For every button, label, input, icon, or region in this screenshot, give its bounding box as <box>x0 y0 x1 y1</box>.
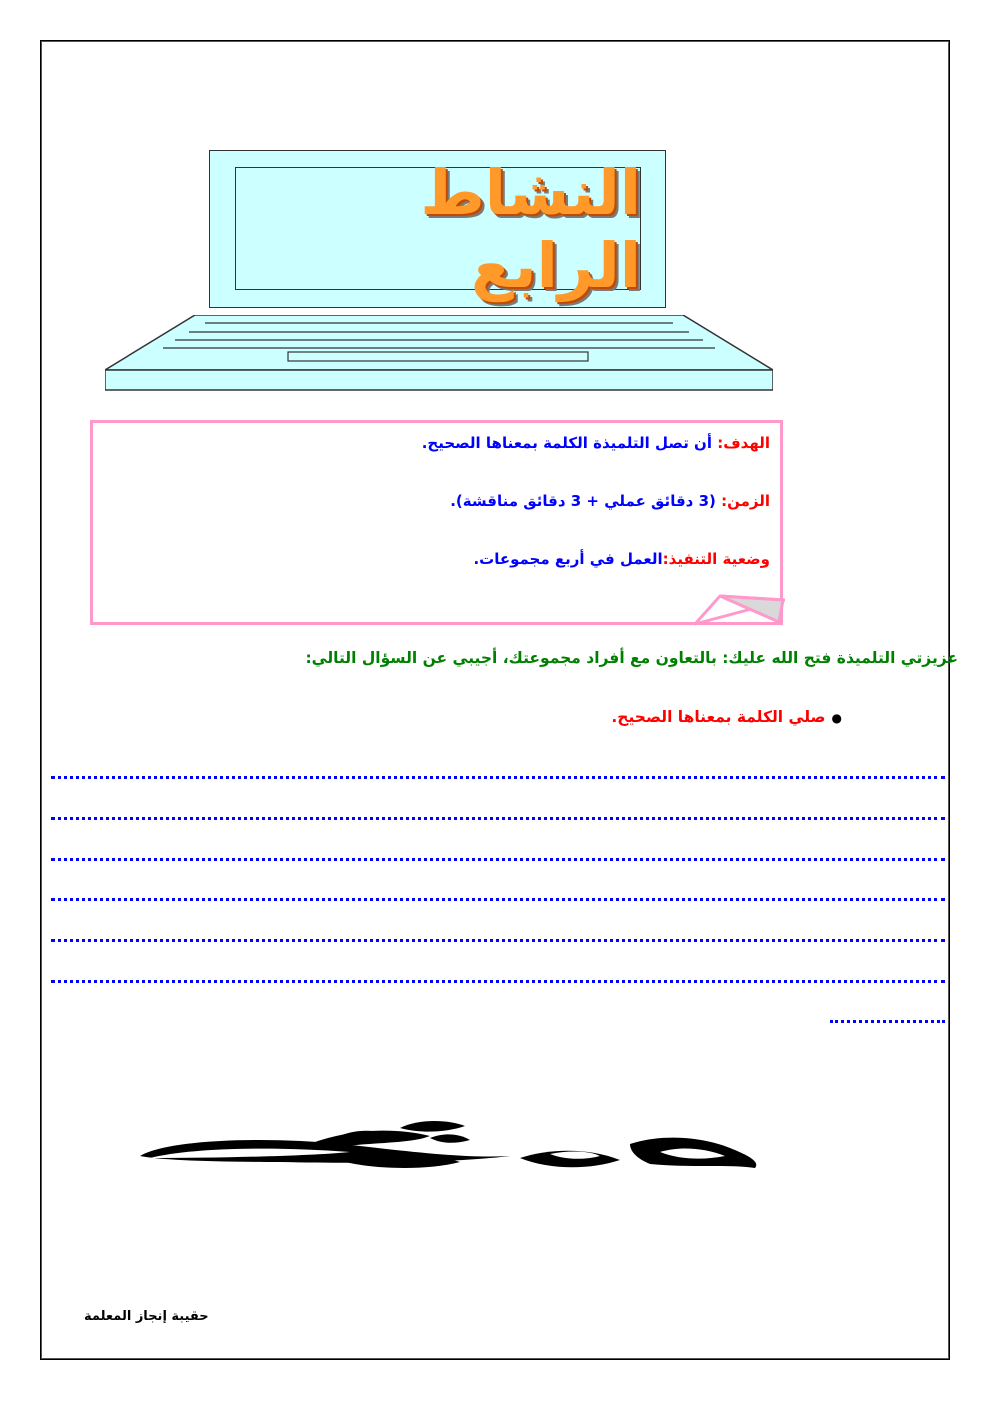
instruction-text: عزيزتي التلميذة فتح الله عليك: بالتعاون مع أفراد مجموعتك، أجيبي عن السؤال التالي: <box>305 649 958 667</box>
setup-label: وضعية التنفيذ: <box>662 550 770 568</box>
page-fold-corner <box>695 590 785 627</box>
goal-label: الهدف: <box>717 434 770 452</box>
setup-text: العمل في أربع مجموعات. <box>473 550 663 568</box>
activity-title: النشاط الرابع <box>420 155 641 302</box>
answer-line <box>51 776 945 779</box>
task-item <box>611 708 842 726</box>
answer-line <box>51 898 945 901</box>
time-line <box>450 492 770 510</box>
task-text: صلي الكلمة بمعناها الصحيح. <box>611 708 826 726</box>
goal-line <box>422 434 770 452</box>
answer-line-short <box>830 1020 945 1023</box>
answer-line <box>51 939 945 942</box>
time-label: الزمن: <box>721 492 770 510</box>
bullet-icon: ● <box>831 711 842 725</box>
footer-text: حقيبة إنجاز المعلمة <box>84 1309 209 1324</box>
answer-line <box>51 858 945 861</box>
answer-line <box>51 980 945 983</box>
answer-line <box>51 817 945 820</box>
setup-line <box>473 550 770 568</box>
laptop-keyboard-base <box>105 315 773 391</box>
ornament-divider-icon <box>130 1118 762 1178</box>
goal-text: أن تصل التلميذة الكلمة بمعناها الصحيح. <box>421 434 712 452</box>
time-text: (3 دقائق عملي + 3 دقائق مناقشة). <box>450 492 716 510</box>
